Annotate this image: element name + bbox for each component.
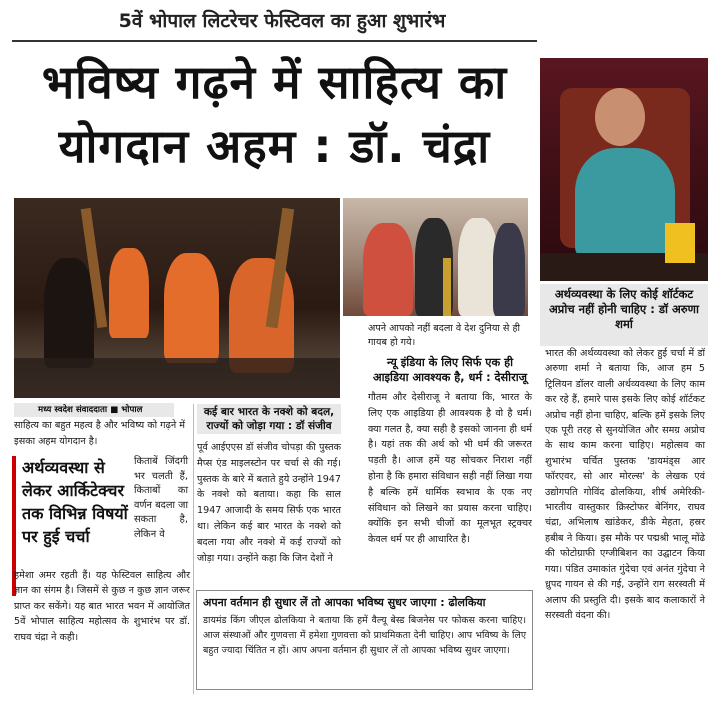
lamp-lighting-photo [343, 198, 528, 316]
side-story-subhead: अर्थव्यवस्था के लिए कोई शॉर्टकट अप्रोच नहीं होनी चाहिए : डॉ अरुणा शर्मा [549, 287, 699, 331]
kicker-divider [12, 40, 537, 42]
left-story-body: हमेशा अमर रहती हैं। यह फेस्टिवल साहित्य और ज्ञान का संगम है। जिसमें से कुछ न कुछ ज्ञान जरूर प्राप्त कर सकेंगे। यह बात भारत भवन में आयोजित 5वें भोपाल साहित्य महोत्सव के शुभारंभ पर डॉ. राघव चंद्रा ने कही। [14, 570, 190, 643]
main-headline [12, 50, 537, 178]
mid-story-subhead: कई बार भारत के नक्शे को बदल, राज्यों को जोड़ा गया : डॉ संजीव [203, 406, 335, 432]
bottom-box-subhead: अपना वर्तमान ही सुधार लें तो आपका भविष्य सुधर जाएगा : ढोलकिया [203, 596, 486, 609]
right-story-subhead: न्यू इंडिया के लिए सिर्फ एक ही आइडिया आवश्यक है, धर्म : देसीराजू [372, 356, 528, 384]
bottom-box [196, 590, 533, 690]
side-story-body: भारत की अर्थव्यवस्था को लेकर हुई चर्चा में डॉ अरुणा शर्मा ने बताया कि, आज हम 5 ट्रिलियन डॉलर वाली अर्थव्यवस्था के लिए काम कर रहे हैं, हमारे पास इसके लिए कोई शॉर्टकट अप्रोच नहीं होना चाहिए, बल्कि हमें इसके लिए एक पूरी तरह से सुनयोजित और समग्र अप्रोच के साथ काम करना चाहिए। महोत्सव का शुभारंभ चर्चित पुस्तक 'डायमंड्स आर फॉरएवर, सो आर मोरल्स' के लेखक एवं उद्योगपति गोविंद ढोलकिया, शीर्ष अमेरिकी-भारतीय वास्तुकार क्रिस्टोफर बेनिंगर, राघव चंद्रा, अभिलाष खांडेकर, डीके मेहता, हस्रर हबीब ने किया। इस मौके पर पद्मश्री भालू मोंढे की फोटोग्राफी एग्जीबिशन का उद्घाटन किया गया। पंडित उमाकांत गुंदेचा एवं अनंत गुंदेचा ने ध्रुपद गायन से की गई, उन्होंने राग सरस्वती में अलाप की प्रस्तुति दी। इसके बाद कलाकारों ने सरस्वती वंदना की। [545, 348, 705, 621]
column-divider [193, 404, 194, 694]
left-story-narrow-column: किताबें जिंदगी भर चलती हैं, किताबों का वर्णन बदला जा सकता है, लेकिन वे [134, 456, 188, 540]
mid-story-body: पूर्व आईएएस डॉ संजीव चोपड़ा की पुस्तक मैप्स एंड माइलस्टोन पर चर्चा से की गई। पुस्तक के बारे में बताते हुये उन्होंने 1947 के नक्शे को बताया। कहा कि साल 1947 आजादी के समय सिर्फ एक भारत था। लेकिन कई बार भारत के नक्शे को बदला गया और नक्शे में कई राज्यों को जोड़ा गया। उन्होंने कहा कि जिन देशों ने [197, 442, 341, 564]
mid-story-subhead-box [197, 404, 341, 434]
side-story-subhead-box [540, 284, 708, 346]
right-story-body: गौतम और देसीराजू ने बताया कि, भारत के लिए एक आइडिया ही आवश्यक है वो है धर्म। क्या गलत है, क्या सही है इसको जानना ही धर्म है। यहां तक की अर्थ को भी धर्म की जरूरत पड़ती है। आज हमें यह सोचकर निराश नहीं होना है कि हमारा संविधान सही नहीं लिखा गया है बल्कि हमें धार्मिक स्वभाव के एक नए संविधान को लिखने का प्रयास करना चाहिए। क्योंकि इन सभी चीजों का मूलभूत स्ट्रक्चर केवल धर्म पर ही आधारित है। [368, 392, 532, 546]
pullquote: अर्थव्यवस्था से लेकर आर्किटेक्चर तक विभिन्न विषयों पर हुई चर्चा [12, 456, 130, 596]
bottom-box-body: डायमंड किंग जीएल ढोलकिया ने बताया कि हमें वैल्यू बेस्ड बिजनेस पर फोकस करना चाहिए। आज संस्थाओं और गुणवत्ता में हमेशा गुणवत्ता को प्राथमिकता देनी चाहिए। आप भविष्य के लिए बहुत ज्यादा चिंतित न हों। आप अपना वर्तमान ही सुधार लें तो आपका भविष्य सुधर जाएगा। [203, 615, 526, 657]
left-story-intro: साहित्य का बहुत महत्व है और भविष्य को गढ़ने में इसका अहम योगदान है। [14, 420, 186, 447]
kicker-headline: 5वें भोपाल लिटरेचर फेस्टिवल का हुआ शुभारंभ [118, 10, 446, 32]
speaker-photo [540, 58, 708, 281]
story-credit: मध्य स्वदेश संवाददाता ■ भोपाल [14, 403, 174, 417]
musicians-photo [14, 198, 340, 398]
headline-line-2: योगदान अहम : डॉ. चंद्रा [58, 119, 491, 173]
right-story-continuation: अपने आपको नहीं बदला वे देश दुनिया से ही गायब हो गये। [368, 323, 521, 349]
headline-line-1: भविष्य गढ़ने में साहित्य का [41, 55, 508, 109]
